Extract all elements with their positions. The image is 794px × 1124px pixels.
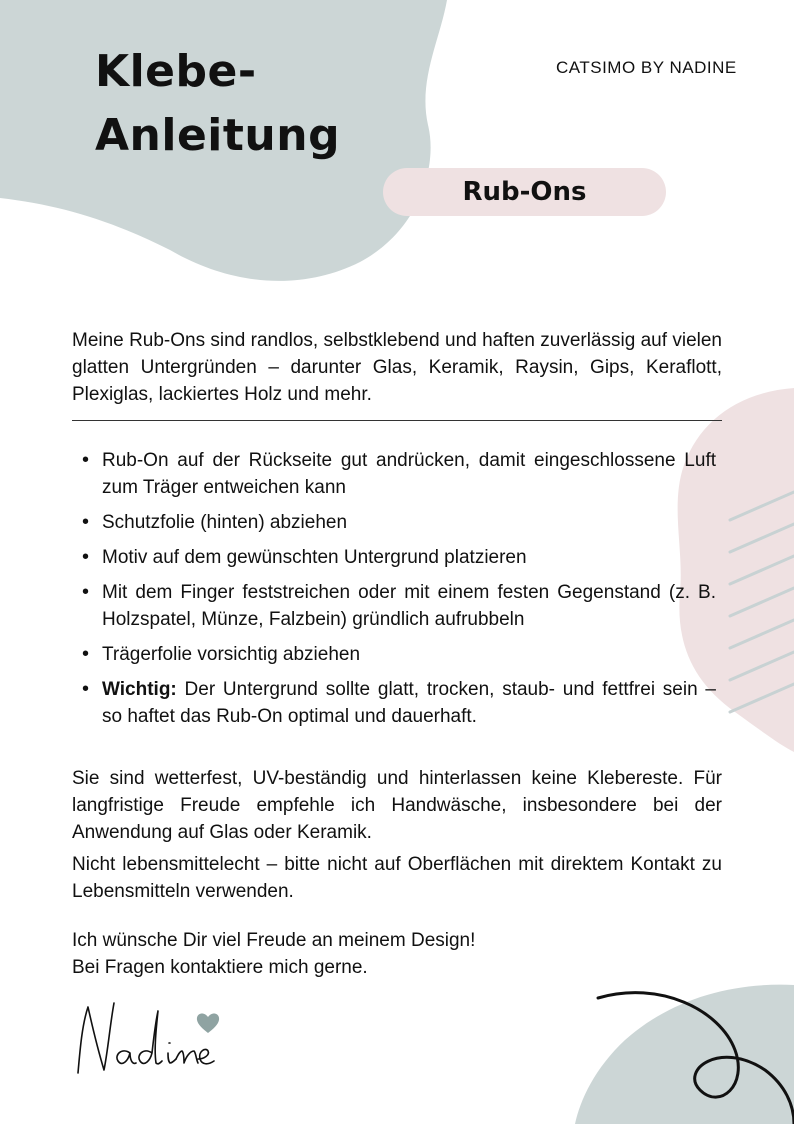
food-safety-paragraph: Nicht lebensmittelecht – bitte nicht auf Oberflächen mit direktem Kontakt zu Lebensmitteln verwenden.: [72, 854, 722, 902]
closing-line-1: Ich wünsche Dir viel Freude an meinem Design!: [72, 930, 476, 951]
title-line-1: Klebe-: [95, 46, 257, 97]
signature-text: [78, 1003, 214, 1073]
gray-blob-bottom: [575, 985, 794, 1124]
list-item: • Trägerfolie vorsichtig abziehen: [72, 641, 716, 668]
page-title: [95, 40, 340, 168]
instruction-list: [72, 447, 716, 738]
list-item: • Motiv auf dem gewünschten Untergrund platzieren: [72, 544, 716, 571]
important-text: Der Untergrund sollte glatt, trocken, staub- und fettfrei sein – so haftet das Rub-On optimal und dauerhaft.: [102, 679, 717, 727]
signature: [70, 995, 230, 1085]
care-paragraph: Sie sind wetterfest, UV-beständig und hinterlassen keine Klebereste. Für langfristige Freude empfehle ich Handwäsche, insbesondere bei der Anwendung auf Glas oder Keramik.: [72, 768, 722, 843]
closing-paragraph: [72, 927, 722, 981]
intro-paragraph: Meine Rub-Ons sind randlos, selbstklebend und haften zuverlässig auf vielen glatten Untergründen – darunter Glas, Keramik, Raysin, Gips, Keraflott, Plexiglas, lackiertes Holz und mehr.: [72, 330, 722, 405]
heart-icon: [197, 1013, 219, 1033]
list-item: • Mit dem Finger feststreichen oder mit einem festen Gegenstand (z. B. Holzspatel, Münze, Falzbein) gründlich aufrubbeln: [72, 579, 716, 633]
important-label: Wichtig:: [102, 679, 177, 700]
list-item: • Rub-On auf der Rückseite gut andrücken, damit eingeschlossene Luft zum Träger entweichen kann: [72, 447, 716, 501]
divider: [72, 420, 722, 421]
list-item: • Schutzfolie (hinten) abziehen: [72, 509, 716, 536]
brand-name: CATSIMO BY NADINE: [556, 58, 737, 77]
subtitle-label: Rub-Ons: [462, 177, 587, 207]
closing-line-2: Bei Fragen kontaktiere mich gerne.: [72, 957, 368, 978]
title-line-2: Anleitung: [95, 110, 341, 161]
list-item-important: [72, 676, 716, 730]
